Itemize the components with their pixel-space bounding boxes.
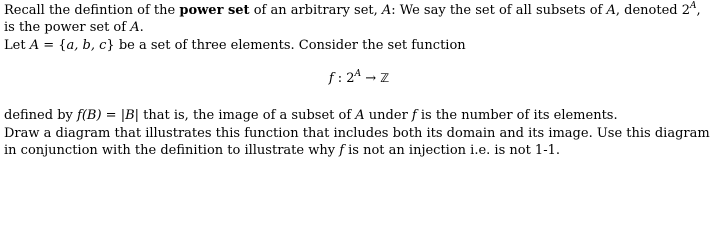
text-segment: . [139, 20, 144, 35]
math-A: A [606, 3, 616, 18]
arrow-symbol: → [361, 71, 381, 86]
integers-symbol: ℤ [380, 71, 390, 85]
math-set-elements: a, b, c [66, 38, 107, 53]
math-A: A [381, 3, 392, 18]
math-A: A [130, 20, 140, 35]
math-f: f [339, 143, 345, 158]
text-segment: , denoted [615, 3, 682, 18]
text-line-4 [4, 107, 618, 124]
text-segment: } [106, 38, 115, 53]
display-formula [0, 70, 718, 87]
text-line-2 [4, 19, 144, 36]
text-segment: is the number of its elements. [416, 108, 618, 123]
math-f: f [328, 71, 334, 86]
text-line-6 [4, 142, 560, 159]
math-f: f [77, 108, 82, 123]
text-segment: defined by [4, 108, 78, 123]
formula-colon-two: : 2 [333, 71, 355, 86]
math-f: f [411, 108, 417, 123]
text-segment: of an arbitrary set, [249, 3, 382, 18]
text-segment: in conjunction with the definition to illustrate why [4, 143, 340, 158]
text-segment: under [364, 108, 412, 123]
text-segment: is not an injection i.e. is not 1-1. [344, 143, 561, 158]
math-B: B [125, 108, 135, 123]
text-segment: be a set of three elements. Consider the set function [114, 38, 466, 53]
text-segment: | that is, the image of a subset of [134, 108, 356, 123]
math-A: A [29, 38, 40, 53]
text-line-3 [4, 37, 466, 54]
text-segment: Recall the defintion of the [4, 3, 180, 18]
text-segment: Let [4, 38, 30, 53]
math-superscript-A: A [690, 1, 697, 11]
text-segment: Draw a diagram that illustrates this function that includes both its domain and its image. Use this diagram [4, 126, 710, 141]
text-segment: = | [101, 108, 126, 123]
power-set-term: power set [179, 3, 250, 18]
math-superscript-A: A [354, 69, 362, 79]
math-B: (B) [81, 108, 102, 123]
text-segment: : We say the set of all subsets of [391, 3, 607, 18]
math-A: A [355, 108, 365, 123]
text-segment: , [696, 3, 701, 18]
text-segment: = { [39, 38, 67, 53]
text-segment: is the power set of [4, 20, 131, 35]
text-line-1 [4, 2, 701, 19]
math-two: 2 [681, 3, 691, 18]
text-line-5 [4, 125, 710, 142]
